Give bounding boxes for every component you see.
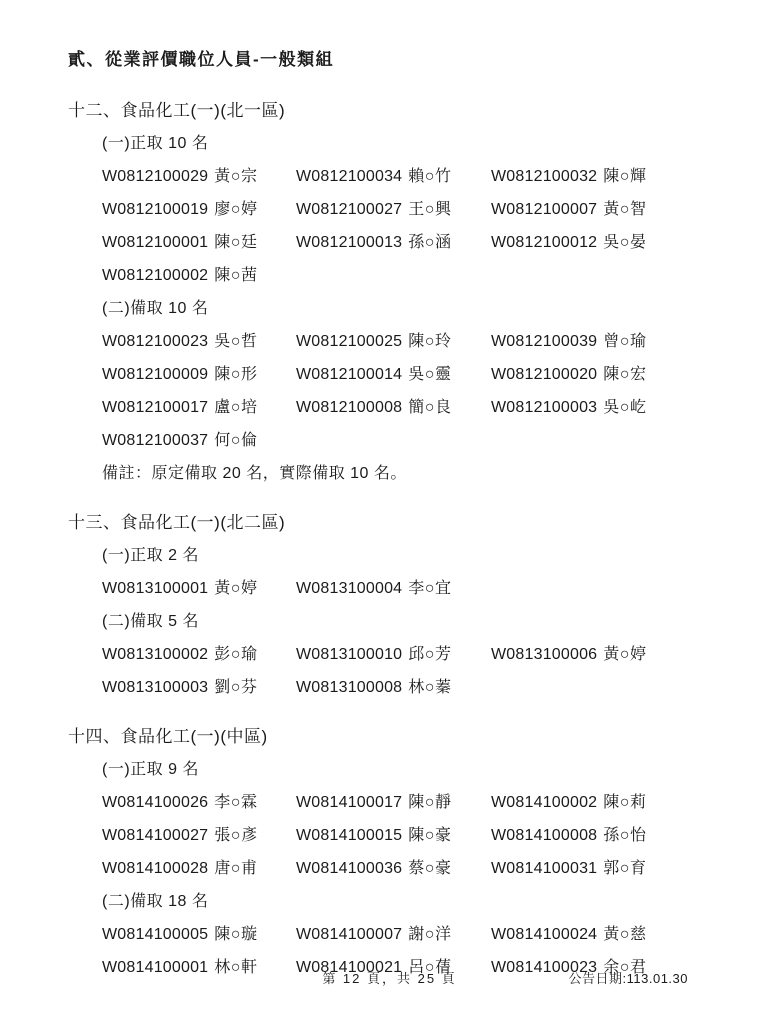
candidate-name: 盧○培: [214, 399, 258, 416]
candidate-id: W0813100002: [102, 646, 209, 663]
list-item: [102, 638, 296, 671]
candidate-name: 李○霖: [214, 794, 258, 811]
candidate-name: 劉○芬: [214, 679, 258, 696]
entries-grid: [102, 572, 709, 605]
candidate-id: W0812100027: [296, 201, 403, 218]
list-item: [296, 819, 491, 852]
candidate-name: 吳○屹: [603, 399, 647, 416]
entries-grid: [102, 638, 709, 704]
candidate-name: 吳○靈: [408, 366, 452, 383]
list-item: [102, 671, 296, 704]
candidate-id: W0814100007: [296, 926, 403, 943]
candidate-name: 蔡○豪: [408, 860, 452, 877]
candidate-name: 陳○莉: [603, 794, 647, 811]
section-heading: 十二、食品化工(一)(北一區): [68, 101, 286, 120]
section-heading: 十三、食品化工(一)(北二區): [68, 513, 286, 532]
candidate-id: W0812100008: [296, 399, 403, 416]
entries-grid: [102, 160, 709, 292]
list-item: [296, 358, 491, 391]
sections-container: [68, 94, 709, 984]
candidate-name: 黃○慈: [603, 926, 647, 943]
candidate-id: W0812100001: [102, 234, 209, 251]
candidate-id: W0814100026: [102, 794, 209, 811]
candidate-name: 陳○茜: [214, 267, 258, 284]
candidate-name: 邱○芳: [408, 646, 452, 663]
list-item: [296, 160, 491, 193]
candidate-name: 黃○婷: [603, 646, 647, 663]
candidate-name: 唐○甫: [214, 860, 258, 877]
list-item: [102, 572, 296, 605]
candidate-name: 陳○輝: [603, 168, 647, 185]
candidate-name: 張○彥: [214, 827, 258, 844]
candidate-id: W0814100024: [491, 926, 598, 943]
candidate-name: 余○君: [603, 959, 647, 976]
candidate-name: 彭○瑜: [214, 646, 258, 663]
candidate-name: 孫○涵: [408, 234, 452, 251]
candidate-id: W0814100021: [296, 959, 403, 976]
remark-note: 備註：原定備取 20 名，實際備取 10 名。: [102, 465, 407, 482]
candidate-id: W0812100012: [491, 234, 598, 251]
list-item: [102, 358, 296, 391]
list-item: [296, 193, 491, 226]
candidate-id: W0812100017: [102, 399, 209, 416]
candidate-name: 孫○怡: [603, 827, 647, 844]
list-item: [296, 391, 491, 424]
section: [68, 720, 709, 984]
candidate-name: 黃○婷: [214, 580, 258, 597]
group-label: (一)正取 9 名: [102, 761, 199, 778]
candidate-id: W0814100005: [102, 926, 209, 943]
list-item: [296, 786, 491, 819]
candidate-id: W0812100029: [102, 168, 209, 185]
candidate-id: W0812100032: [491, 168, 598, 185]
list-item: [296, 325, 491, 358]
candidate-id: W0814100017: [296, 794, 403, 811]
candidate-name: 黃○宗: [214, 168, 258, 185]
entries-grid: [102, 786, 709, 885]
list-item: [102, 325, 296, 358]
group-label: (二)備取 10 名: [102, 300, 209, 317]
candidate-id: W0814100036: [296, 860, 403, 877]
list-item: [102, 918, 296, 951]
candidate-name: 陳○形: [214, 366, 258, 383]
list-item: [102, 160, 296, 193]
candidate-id: W0813100008: [296, 679, 403, 696]
candidate-name: 陳○豪: [408, 827, 452, 844]
candidate-id: W0812100009: [102, 366, 209, 383]
group-label: (二)備取 18 名: [102, 893, 209, 910]
group-label: (一)正取 10 名: [102, 135, 209, 152]
section: [68, 94, 709, 490]
candidate-id: W0814100028: [102, 860, 209, 877]
list-item: [296, 638, 491, 671]
list-item: [491, 638, 709, 671]
candidate-id: W0812100003: [491, 399, 598, 416]
candidate-name: 陳○廷: [214, 234, 258, 251]
group-label: (一)正取 2 名: [102, 547, 199, 564]
candidate-name: 陳○靜: [408, 794, 452, 811]
candidate-id: W0813100001: [102, 580, 209, 597]
list-item: [491, 160, 709, 193]
page-footer: [0, 968, 779, 988]
candidate-name: 廖○婷: [214, 201, 258, 218]
candidate-id: W0812100013: [296, 234, 403, 251]
candidate-id: W0812100007: [491, 201, 598, 218]
candidate-name: 林○軒: [214, 959, 258, 976]
candidate-name: 曾○瑜: [603, 333, 647, 350]
candidate-id: W0814100031: [491, 860, 598, 877]
list-item: [491, 391, 709, 424]
section-heading: 十四、食品化工(一)(中區): [68, 727, 268, 746]
list-item: [296, 671, 491, 704]
candidate-name: 呂○蒨: [408, 959, 452, 976]
candidate-id: W0812100019: [102, 201, 209, 218]
candidate-name: 李○宜: [408, 580, 452, 597]
candidate-name: 吳○哲: [214, 333, 258, 350]
announce-date: 公告日期:113.01.30: [568, 971, 688, 986]
candidate-id: W0814100027: [102, 827, 209, 844]
candidate-id: W0814100015: [296, 827, 403, 844]
list-item: [296, 852, 491, 885]
candidate-name: 謝○洋: [408, 926, 452, 943]
list-item: [102, 852, 296, 885]
page-title: 貳、從業評價職位人員-一般類組: [68, 50, 335, 69]
candidate-name: 陳○玲: [408, 333, 452, 350]
candidate-id: W0812100034: [296, 168, 403, 185]
candidate-name: 簡○良: [408, 399, 452, 416]
candidate-id: W0812100020: [491, 366, 598, 383]
candidate-id: W0813100010: [296, 646, 403, 663]
list-item: [296, 226, 491, 259]
candidate-name: 王○興: [408, 201, 452, 218]
section: [68, 506, 709, 704]
candidate-name: 黃○智: [603, 201, 647, 218]
entries-grid: [102, 325, 709, 457]
list-item: [491, 226, 709, 259]
candidate-name: 吳○晏: [603, 234, 647, 251]
candidate-id: W0812100037: [102, 432, 209, 449]
list-item: [102, 391, 296, 424]
candidate-id: W0812100002: [102, 267, 209, 284]
list-item: [102, 193, 296, 226]
candidate-name: 陳○宏: [603, 366, 647, 383]
candidate-id: W0813100006: [491, 646, 598, 663]
group-label: (二)備取 5 名: [102, 613, 199, 630]
list-item: [102, 786, 296, 819]
candidate-id: W0813100004: [296, 580, 403, 597]
candidate-id: W0813100003: [102, 679, 209, 696]
list-item: [296, 918, 491, 951]
candidate-name: 賴○竹: [408, 168, 452, 185]
list-item: [491, 325, 709, 358]
candidate-id: W0812100025: [296, 333, 403, 350]
candidate-id: W0812100039: [491, 333, 598, 350]
list-item: [102, 259, 296, 292]
candidate-name: 陳○璇: [214, 926, 258, 943]
candidate-id: W0812100014: [296, 366, 403, 383]
list-item: [491, 819, 709, 852]
list-item: [491, 918, 709, 951]
list-item: [296, 572, 491, 605]
list-item: [102, 819, 296, 852]
candidate-id: W0814100023: [491, 959, 598, 976]
list-item: [491, 786, 709, 819]
page-number-indicator: 第 12 頁，共 25 頁: [322, 971, 457, 986]
list-item: [102, 226, 296, 259]
list-item: [491, 852, 709, 885]
list-item: [491, 193, 709, 226]
candidate-id: W0814100001: [102, 959, 209, 976]
candidate-name: 何○倫: [214, 432, 258, 449]
candidate-id: W0814100008: [491, 827, 598, 844]
candidate-id: W0814100002: [491, 794, 598, 811]
candidate-name: 郭○育: [603, 860, 647, 877]
candidate-name: 林○蓁: [408, 679, 452, 696]
list-item: [102, 424, 296, 457]
list-item: [491, 358, 709, 391]
candidate-id: W0812100023: [102, 333, 209, 350]
